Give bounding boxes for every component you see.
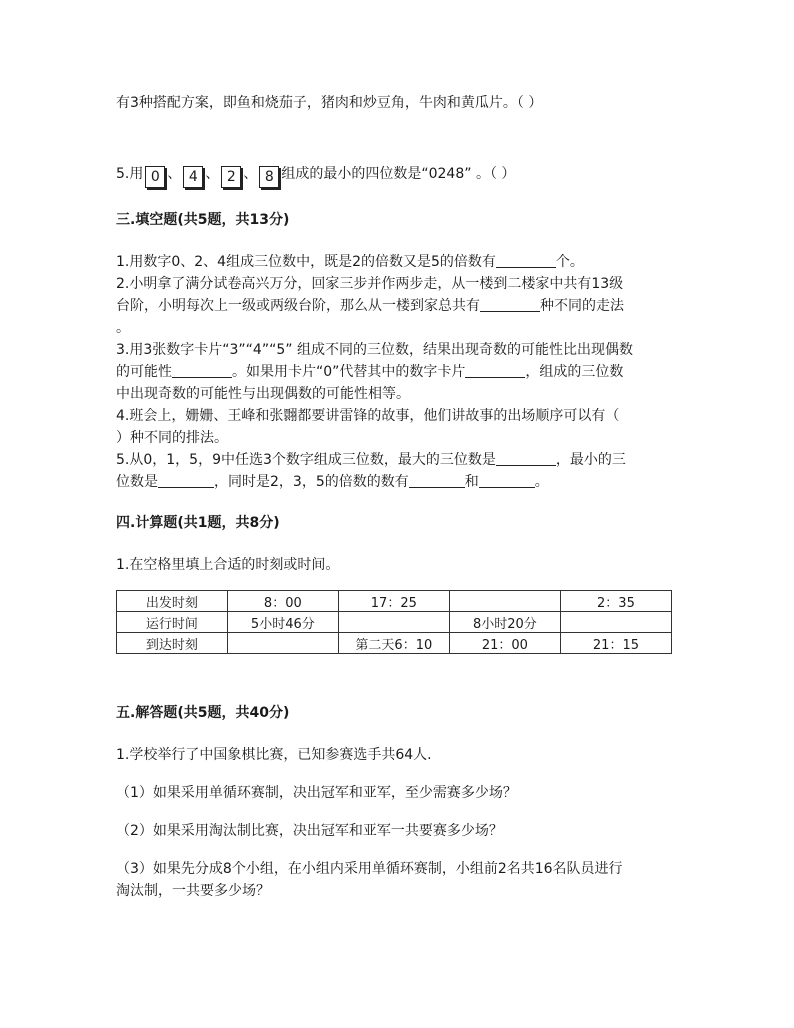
digit-card-0: 0 [145, 166, 165, 188]
fill-question-3-line2: 的可能性 。如果用卡片“0”代替其中的数字卡片 ，组成的三位数 [116, 364, 624, 380]
answer-blank[interactable] [496, 451, 556, 466]
fill-question-4-line1: 4.班会上，姗姗、王峰和张翾都要讲雷锋的故事，他们讲故事的出场顺序可以有（ [116, 408, 620, 424]
answer-question-1-sub3-line2: 淘汰制，一共要多少场？ [116, 883, 270, 899]
table-cell-blank[interactable] [227, 633, 338, 654]
answer-question-1-sub2: （2）如果采用淘汰制比赛，决出冠军和亚军一共要赛多少场？ [116, 823, 503, 839]
table-cell: 出发时刻 [117, 591, 228, 612]
answer-blank[interactable] [496, 253, 556, 268]
table-cell: 17：25 [338, 591, 449, 612]
answer-blank[interactable] [172, 363, 232, 378]
answer-blank[interactable] [479, 473, 535, 488]
fill-question-1: 1.用数字0、2、4组成三位数中，既是2的倍数又是5的倍数有 个。 [116, 254, 584, 270]
table-cell: 8小时20分 [449, 612, 560, 633]
table-cell-blank[interactable] [338, 612, 449, 633]
fill-question-2-line1: 2.小明拿了满分试卷高兴万分，回家三步并作两步走，从一楼到二楼家中共有13级 [116, 276, 624, 292]
table-row [117, 612, 672, 633]
fill-question-5-line2: 位数是 ，同时是2，3，5的倍数的数有 和 。 [116, 474, 549, 490]
table-row [117, 591, 672, 612]
section-3-heading: 三.填空题(共5题，共13分) [116, 212, 290, 228]
carryover-text: 有3种搭配方案，即鱼和烧茄子，猪肉和炒豆角，牛肉和黄瓜片。（ ） [116, 95, 543, 111]
section-5-heading: 五.解答题(共5题，共40分) [116, 705, 290, 721]
section-4-heading: 四.计算题(共1题，共8分) [116, 515, 280, 531]
fill-question-5-line1: 5.从0，1，5，9中任选3个数字组成三位数，最大的三位数是 ，最小的三 [116, 452, 626, 468]
table-cell: 21：00 [449, 633, 560, 654]
fill-question-3-line1: 3.用3张数字卡片“3”“4”“5” 组成不同的三位数，结果出现奇数的可能性比出现偶数 [116, 342, 633, 358]
table-cell: 到达时刻 [117, 633, 228, 654]
fill-question-4-line2: ）种不同的排法。 [116, 430, 228, 446]
digit-card-2: 2 [221, 166, 241, 188]
table-cell: 第二天6：10 [338, 633, 449, 654]
answer-blank[interactable] [480, 297, 540, 312]
answer-blank[interactable] [465, 363, 525, 378]
answer-question-1: 1.学校举行了中国象棋比赛，已知参赛选手共64人. [116, 747, 432, 763]
answer-question-1-sub1: （1）如果采用单循环赛制，决出冠军和亚军，至少需赛多少场？ [116, 785, 517, 801]
table-row [117, 633, 672, 654]
answer-blank[interactable] [158, 473, 214, 488]
table-cell: 运行时间 [117, 612, 228, 633]
calc-question-1: 1.在空格里填上合适的时刻或时间。 [116, 557, 340, 573]
time-table [116, 590, 672, 654]
digit-card-8: 8 [259, 166, 279, 188]
table-cell-blank[interactable] [560, 612, 671, 633]
answer-question-1-sub3-line1: （3）如果先分成8个小组，在小组内采用单循环赛制，小组前2名共16名队员进行 [116, 861, 623, 877]
table-cell: 5小时46分 [227, 612, 338, 633]
fill-question-2-line2: 台阶，小明每次上一级或两级台阶，那么从一楼到家总共有 种不同的走法 [116, 298, 624, 314]
fill-question-3-line3: 中出现奇数的可能性与出现偶数的可能性相等。 [116, 386, 410, 402]
table-cell-blank[interactable] [449, 591, 560, 612]
fill-question-2-line3: 。 [116, 320, 130, 336]
digit-card-4: 4 [183, 166, 203, 188]
question-5-judgement: 5.用 0 、 4 、 2 、 8 组成的最小的四位数是“0248” 。（ ） [116, 160, 686, 188]
table-cell: 2：35 [560, 591, 671, 612]
table-cell: 21：15 [560, 633, 671, 654]
answer-blank[interactable] [409, 473, 465, 488]
table-cell: 8：00 [227, 591, 338, 612]
